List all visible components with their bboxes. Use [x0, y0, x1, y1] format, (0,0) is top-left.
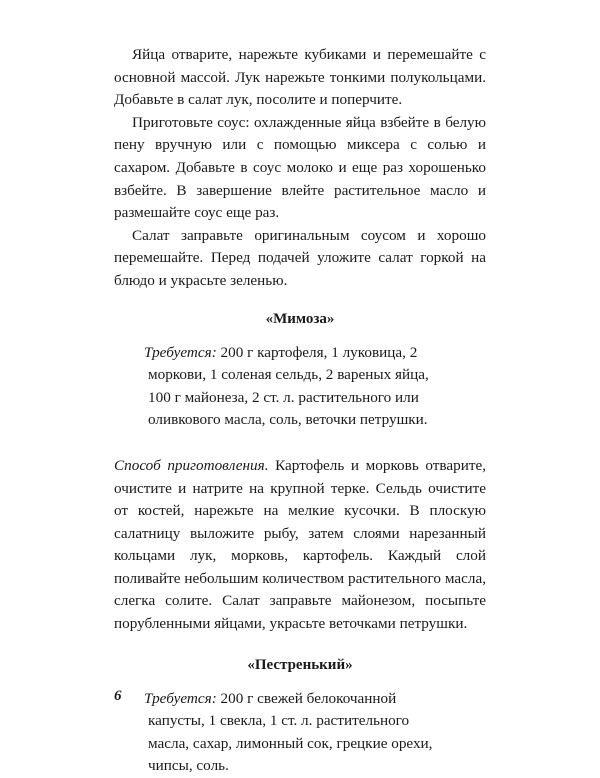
recipe-requirements-pestrenkiy [144, 688, 448, 778]
intro-paragraph-3: Салат заправьте оригинальным соусом и хорошо перемешайте. Перед подачей уложите салат горкой на блюдо и украсьте зеленью. [114, 226, 486, 289]
requires-label: Требуется: [144, 343, 217, 361]
intro-paragraph-2: Приготовьте соус: охлажденные яйца взбейте в белую пену вручную или с помощью миксера с солью и сахаром. Добавьте в соус молоко и еще раз хорошенько взбейте. В завершение влейте растительное масло и размешайте соус еще раз. [114, 113, 486, 222]
intro-paragraph-1: Яйца отварите, нарежьте кубиками и перемешайте с основной массой. Лук нарежьте тонкими полукольцами. Добавьте в салат лук, посолите и поперчите. [114, 46, 486, 109]
requires-label: Требуется: [144, 689, 217, 707]
method-label: Способ приготовления. [114, 456, 269, 474]
page-number: 6 [114, 688, 122, 704]
requires-text: 200 г свежей белокочанной капусты, 1 свекла, 1 ст. л. растительного масла, сахар, лимонный сок, грецкие орехи, чипсы, соль. [148, 689, 433, 775]
page-body [114, 44, 486, 778]
recipe-requirements-mimosa [144, 342, 448, 432]
requires-text: 200 г картофеля, 1 луковица, 2 моркови, 1 соленая сельдь, 2 вареных яйца, 100 г майонеза, 2 ст. л. растительного или оливкового масла, соль, веточки петрушки. [148, 343, 429, 429]
recipe-method-mimosa [114, 455, 486, 636]
recipe-title-mimosa: «Мимоза» [265, 310, 335, 327]
method-text: Картофель и морковь отварите, очистите и натрите на крупной терке. Сельдь очистите от костей, нарежьте на мелкие кусочки. В плоскую салатницу выложите рыбу, затем слоями нарезанный кольцами лук, морковь, картофель. Каждый слой поливайте небольшим количеством растительного масла, слегка солите. Салат заправьте майонезом, посыпьте порубленными яйцами, украсьте веточками петрушки. [114, 456, 486, 633]
recipe-title-pestrenkiy: «Пестренький» [247, 656, 353, 673]
